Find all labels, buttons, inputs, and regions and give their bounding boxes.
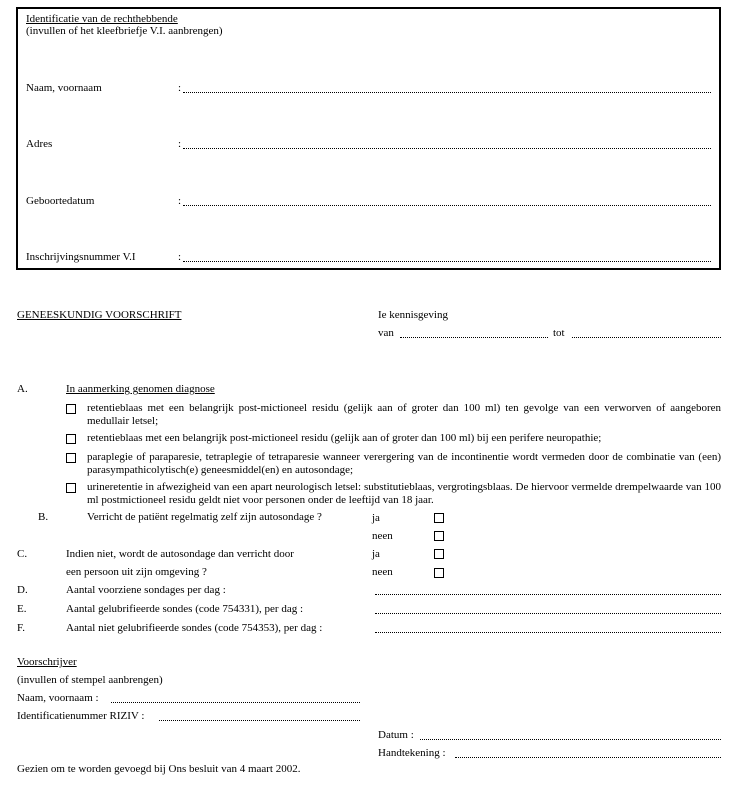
field-label-name: Naam, voornaam <box>26 82 102 94</box>
diagnosis-checkbox-1[interactable] <box>66 404 76 414</box>
signature-label: Handtekening : <box>378 747 446 759</box>
footer-note: Gezien om te worden gevoegd bij Ons besluit van 4 maart 2002. <box>17 763 301 775</box>
prescriber-subtitle: (invullen of stempel aanbrengen) <box>17 674 163 686</box>
section-f-label: Aantal niet gelubrifieerde sondes (code 754353), per dag : <box>66 622 323 634</box>
section-c-no-checkbox[interactable] <box>434 568 444 578</box>
section-c-no-label: neen <box>372 566 393 578</box>
registration-input-line[interactable] <box>183 261 711 262</box>
diagnosis-checkbox-4[interactable] <box>66 483 76 493</box>
name-input-line[interactable] <box>183 92 711 93</box>
to-label: tot <box>553 327 565 339</box>
section-b-yes-checkbox[interactable] <box>434 513 444 523</box>
field-sep-address: : <box>178 138 182 150</box>
date-input-line[interactable] <box>420 739 721 740</box>
from-label: van <box>378 327 394 339</box>
section-b-question: Verricht de patiënt regelmatig zelf zijn autosondage ? <box>87 511 322 523</box>
identification-title: Identificatie van de rechthebbende <box>26 13 178 25</box>
identification-subtitle: (invullen of het kleefbriefje V.I. aanbrengen) <box>26 25 223 37</box>
prescriber-riziv-label: Identificatienummer RIZIV : <box>17 710 145 722</box>
section-b-letter: B. <box>38 511 49 523</box>
section-b-no-checkbox[interactable] <box>434 531 444 541</box>
identification-box <box>16 7 721 270</box>
to-date-line[interactable] <box>572 337 721 338</box>
section-a-title: In aanmerking genomen diagnose <box>66 383 215 395</box>
section-b-no-label: neen <box>372 530 393 542</box>
section-c-letter: C. <box>17 548 28 560</box>
birthdate-input-line[interactable] <box>183 205 711 206</box>
section-d-letter: D. <box>17 584 28 596</box>
diagnosis-option-1: retentieblaas met een belangrijk post-mictioneel residu (gelijk aan of groter dan 100 ml) ten gevolge van een verworven of aangeboren medullair letsel; <box>87 402 721 427</box>
section-e-label: Aantal gelubrifieerde sondes (code 754331), per dag : <box>66 603 304 615</box>
field-label-address: Adres <box>26 138 53 150</box>
field-label-registration: Inschrijvingsnummer V.I <box>26 251 136 263</box>
field-label-birthdate: Geboortedatum <box>26 195 95 207</box>
field-sep-registration: : <box>178 251 182 263</box>
prescription-title: GENEESKUNDIG VOORSCHRIFT <box>17 309 182 321</box>
diagnosis-checkbox-2[interactable] <box>66 434 76 444</box>
section-d-label: Aantal voorziene sondages per dag : <box>66 584 226 596</box>
prescriber-title: Voorschrijver <box>17 656 77 668</box>
diagnosis-option-3: paraplegie of paraparesie, tetraplegie of tetraparesie wanneer verergering van de incontinentie wordt vermeden door de combinatie van (een) parasympathicolytisch(e) geneesmiddel(en) en autosondage; <box>87 451 721 476</box>
diagnosis-checkbox-3[interactable] <box>66 453 76 463</box>
section-e-input-line[interactable] <box>375 613 721 614</box>
section-f-letter: F. <box>17 622 25 634</box>
prescriber-name-label: Naam, voornaam : <box>17 692 99 704</box>
field-sep-birthdate: : <box>178 195 182 207</box>
field-sep-name: : <box>178 82 182 94</box>
address-input-line[interactable] <box>183 148 711 149</box>
section-f-input-line[interactable] <box>375 632 721 633</box>
diagnosis-option-2: retentieblaas met een belangrijk post-mictioneel residu (gelijk aan of groter dan 100 ml) bij een perifere neuropathie; <box>87 432 602 444</box>
signature-input-line[interactable] <box>455 757 721 758</box>
prescriber-name-input-line[interactable] <box>111 702 360 703</box>
diagnosis-option-4: urineretentie in afwezigheid van een apart neurologisch letsel: substitutieblaas, vergrotingsblaas. De hiervoor vermelde drempelwaarde van 100 ml postmictioneel residu geldt niet voor personen onder de leeftijd van 18 jaar. <box>87 481 721 506</box>
section-c-yes-checkbox[interactable] <box>434 549 444 559</box>
notice-label: Ie kennisgeving <box>378 309 448 321</box>
section-b-yes-label: ja <box>372 512 380 524</box>
section-c-question-line1: Indien niet, wordt de autosondage dan verricht door <box>66 548 294 560</box>
section-c-yes-label: ja <box>372 548 380 560</box>
date-label: Datum : <box>378 729 414 741</box>
section-c-question-line2: een persoon uit zijn omgeving ? <box>66 566 207 578</box>
section-a-letter: A. <box>17 383 28 395</box>
prescriber-riziv-input-line[interactable] <box>159 720 360 721</box>
section-e-letter: E. <box>17 603 27 615</box>
section-d-input-line[interactable] <box>375 594 721 595</box>
from-date-line[interactable] <box>400 337 548 338</box>
